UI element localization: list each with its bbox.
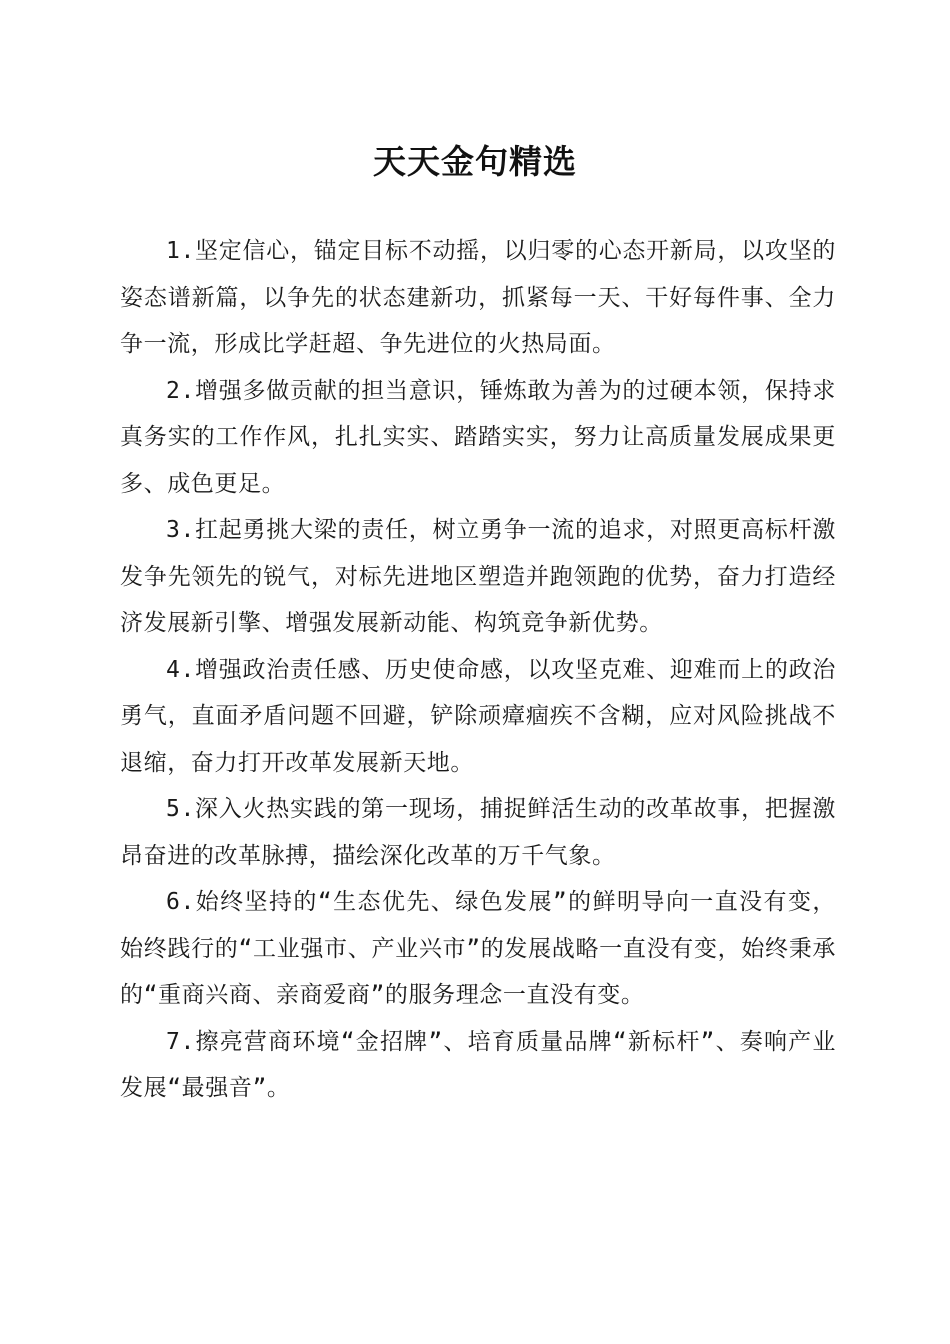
- paragraph-4: 4.增强政治责任感、历史使命感，以攻坚克难、迎难而上的政治勇气，直面矛盾问题不回避，铲除顽瘴痼疾不含糊，应对风险挑战不退缩，奋力打开改革发展新天地。: [120, 656, 836, 776]
- paragraph-7: 7.擦亮营商环境“金招牌”、培育质量品牌“新标杆”、奏响产业发展“最强音”。: [120, 1028, 836, 1101]
- paragraph-3: 3.扛起勇挑大梁的责任，树立勇争一流的追求，对照更高标杆激发争先领先的锐气，对标先进地区塑造并跑领跑的优势，奋力打造经济发展新引擎、增强发展新动能、构筑竞争新优势。: [120, 517, 836, 636]
- paragraph-5: 5.深入火热实践的第一现场，捕捉鲜活生动的改革故事，把握激昂奋进的改革脉搏，描绘深化改革的万千气象。: [120, 796, 836, 869]
- paragraph-6: 6.始终坚持的“生态优先、绿色发展”的鲜明导向一直没有变，始终践行的“工业强市、产业兴市”的发展战略一直没有变，始终秉承的“重商兴商、亲商爱商”的服务理念一直没有变。: [120, 889, 836, 1008]
- paragraph-2: 2.增强多做贡献的担当意识，锤炼敢为善为的过硬本领，保持求真务实的工作作风，扎扎实实、踏踏实实，努力让高质量发展成果更多、成色更足。: [120, 377, 836, 497]
- document-title: 天天金句精选: [373, 142, 577, 181]
- paragraph-1: 1.坚定信心，锚定目标不动摇，以归零的心态开新局，以攻坚的姿态谱新篇，以争先的状态建新功，抓紧每一天、干好每件事、全力争一流，形成比学赶超、争先进位的火热局面。: [120, 238, 836, 357]
- document-body: [120, 228, 836, 1112]
